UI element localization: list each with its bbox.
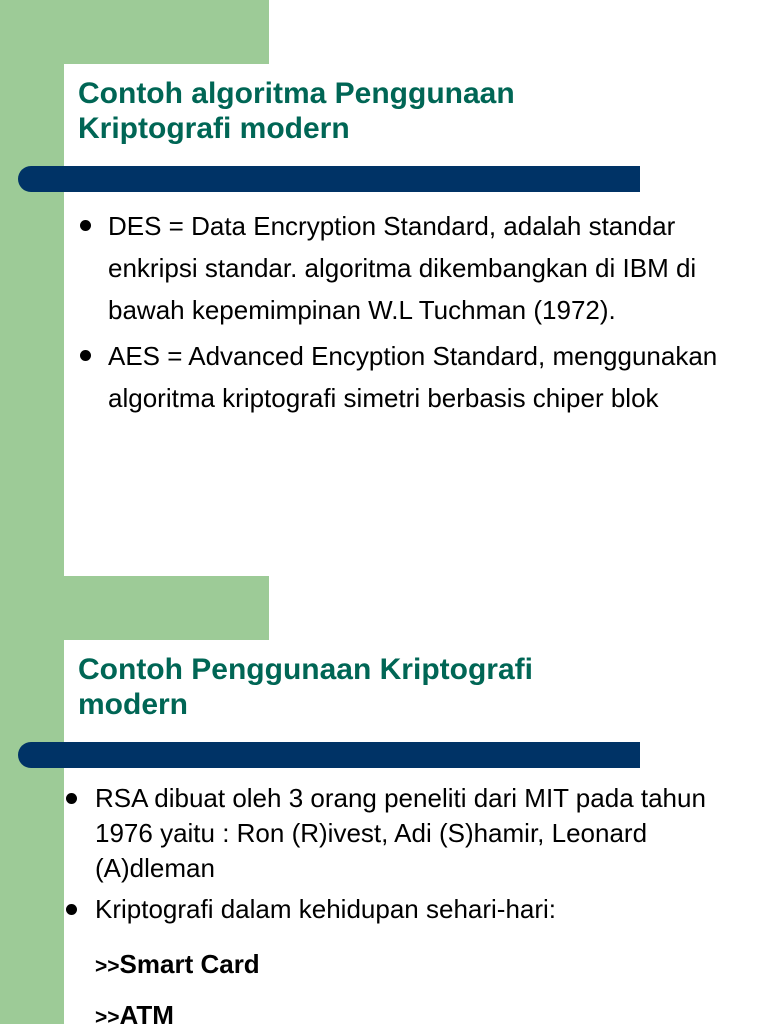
sub-item-label: Smart Card	[119, 949, 260, 979]
sub-item-label: ATM	[119, 1000, 174, 1024]
green-side-panel	[0, 576, 64, 1024]
slide-title	[78, 76, 698, 146]
bullet-item-des	[80, 205, 720, 331]
green-top-block	[64, 576, 269, 640]
title-divider-bar	[18, 166, 640, 192]
slide-2	[0, 576, 768, 1024]
bullet-text: DES = Data Encryption Standard, adalah standar enkripsi standar. algoritma dikembangkan di IBM di bawah kepemimpinan W.L Tuchman (1972).	[108, 211, 697, 325]
bullet-text: RSA dibuat oleh 3 orang peneliti dari MIT pada tahun 1976 yaitu : Ron (R)ivest, Adi (S)hamir, Leonard (A)dleman	[95, 783, 706, 883]
sub-item-prefix: >>	[95, 1006, 120, 1024]
bullet-dot-icon	[80, 220, 91, 231]
bullet-dot-icon	[80, 350, 91, 361]
bullet-item-rsa	[66, 781, 726, 886]
bullet-list	[80, 205, 720, 423]
sub-item-list	[95, 940, 260, 1024]
bullet-dot-icon	[66, 904, 77, 915]
title-divider-bar	[18, 742, 640, 768]
bullet-item-aes	[80, 335, 720, 419]
sub-item-atm	[95, 991, 260, 1024]
sub-item-prefix: >>	[95, 955, 120, 978]
slide-title-line-1: Contoh Penggunaan Kriptografi	[78, 653, 533, 686]
sub-item-smart-card	[95, 940, 260, 991]
green-top-block	[64, 0, 269, 64]
bullet-dot-icon	[66, 793, 77, 804]
slide-title-line-1: Contoh algoritma Penggunaan	[78, 77, 515, 110]
bullet-text: AES = Advanced Encyption Standard, menggunakan algoritma kriptografi simetri berbasis chiper blok	[108, 341, 718, 413]
bullet-list	[66, 781, 726, 933]
slide-title	[78, 652, 698, 722]
bullet-item-daily-use	[66, 892, 726, 927]
slide-title-line-2: Kriptografi modern	[78, 112, 350, 145]
bullet-text: Kriptografi dalam kehidupan sehari-hari:	[95, 894, 557, 924]
green-side-panel	[0, 0, 64, 576]
slide-title-line-2: modern	[78, 688, 189, 721]
